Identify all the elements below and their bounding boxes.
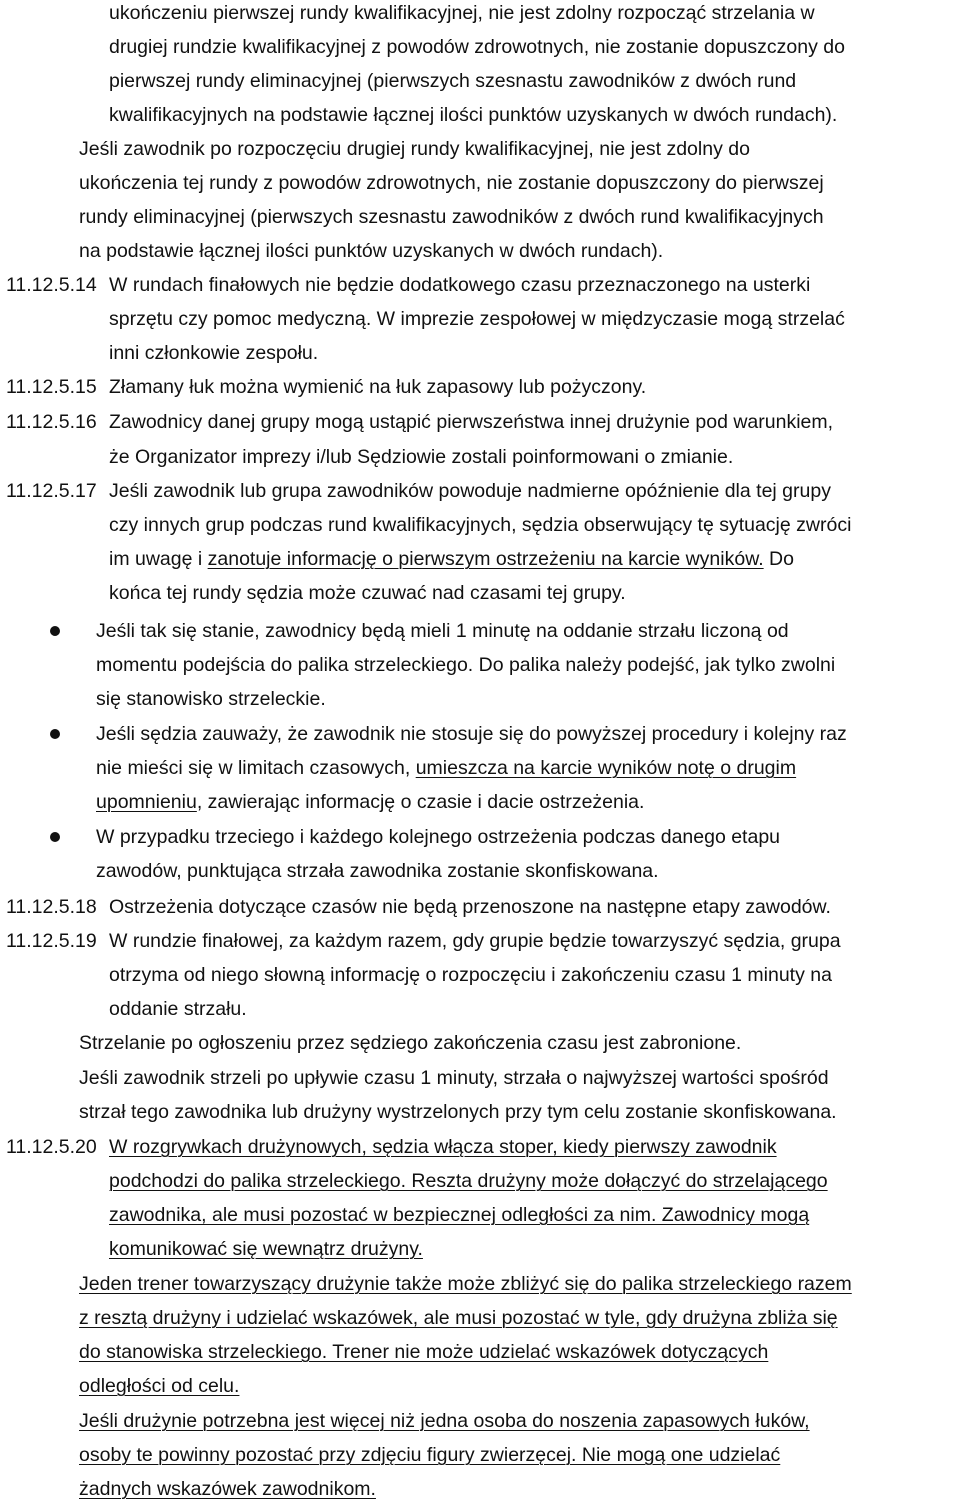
underlined-text: podchodzi do palika strzeleckiego. Reszta drużyny może dołączyć do strzelającego (109, 1170, 828, 1192)
text-line (79, 1438, 780, 1472)
text-line: końca tej rundy sędzia może czuwać nad czasami tej grupy. (109, 582, 626, 604)
text-segment: nie mieści się w limitach czasowych, (96, 757, 416, 779)
underlined-text: żadnych wskazówek zawodnikom. (79, 1478, 376, 1500)
text-segment: im uwagę i (109, 548, 208, 570)
rule-number: 11.12.5.20 (6, 1136, 97, 1158)
underlined-text: W rozgrywkach drużynowych, sędzia włącza stoper, kiedy pierwszy zawodnik (109, 1136, 777, 1158)
text-line: sprzętu czy pomoc medyczną. W imprezie zespołowej w międzyczasie mogą strzelać (109, 308, 845, 330)
text-line (109, 1232, 423, 1266)
text-line (109, 1164, 828, 1198)
text-segment: , zawierając informację o czasie i dacie ostrzeżenia. (196, 791, 645, 813)
text-line (79, 1267, 852, 1301)
text-line: rundy eliminacyjnej (pierwszych szesnastu zawodników z dwóch rund kwalifikacyjnych (79, 206, 824, 228)
underlined-text: osoby te powinny pozostać przy zdjęciu figury zwierzęcej. Nie mogą one udzielać (79, 1444, 781, 1466)
text-line (79, 1369, 239, 1403)
text-line: inni członkowie zespołu. (109, 342, 319, 364)
text-line (109, 1130, 777, 1164)
text-line: się stanowisko strzeleckie. (96, 688, 326, 710)
underlined-text: upomnieniu (96, 791, 197, 813)
rule-number: 11.12.5.18 (6, 896, 97, 918)
text-line (79, 1301, 838, 1335)
text-line (79, 1472, 376, 1506)
text-line: W rundach finałowych nie będzie dodatkowego czasu przeznaczonego na usterki (109, 274, 811, 296)
text-line: W przypadku trzeciego i każdego kolejnego ostrzeżenia podczas danego etapu (96, 826, 781, 848)
rule-number: 11.12.5.15 (6, 376, 97, 398)
text-line: że Organizator imprezy i/lub Sędziowie zostali poinformowani o zmianie. (109, 446, 734, 468)
underlined-text: Jeśli drużynie potrzebna jest więcej niż jedna osoba do noszenia zapasowych łuków, (79, 1410, 810, 1432)
rule-number: 11.12.5.17 (6, 480, 97, 502)
text-line: kwalifikacyjnych na podstawie łącznej ilości punktów uzyskanych w dwóch rundach). (109, 104, 838, 126)
rule-number: 11.12.5.19 (6, 930, 97, 952)
underlined-text: komunikować się wewnątrz drużyny. (109, 1238, 423, 1260)
text-line: momentu podejścia do palika strzeleckiego. Do palika należy podejść, jak tylko zwolni (96, 654, 836, 676)
rule-number: 11.12.5.14 (6, 274, 97, 296)
text-line: otrzyma od niego słowną informację o rozpoczęciu i zakończeniu czasu 1 minuty na (109, 964, 832, 986)
text-line (109, 1198, 809, 1232)
text-line: Jeśli sędzia zauważy, że zawodnik nie stosuje się do powyższej procedury i kolejny raz (96, 723, 847, 745)
text-line: ukończeniu pierwszej rundy kwalifikacyjnej, nie jest zdolny rozpocząć strzelania w (109, 2, 815, 24)
text-line (96, 785, 644, 819)
text-line: Zawodnicy danej grupy mogą ustąpić pierwszeństwa innej drużynie pod warunkiem, (109, 411, 834, 433)
underlined-text: umieszcza na karcie wyników notę o drugim (415, 757, 797, 779)
text-line: zawodów, punktująca strzała zawodnika zostanie skonfiskowana. (96, 860, 659, 882)
rule-number: 11.12.5.16 (6, 411, 97, 433)
text-line: Jeśli zawodnik lub grupa zawodników powoduje nadmierne opóźnienie dla tej grupy (109, 480, 831, 502)
text-line: pierwszej rundy eliminacyjnej (pierwszych szesnastu zawodników z dwóch rund (109, 70, 797, 92)
bullet-icon (50, 626, 60, 636)
text-line: Złamany łuk można wymienić na łuk zapasowy lub pożyczony. (109, 376, 647, 398)
text-line: czy innych grup podczas rund kwalifikacyjnych, sędzia obserwujący tę sytuację zwróci (109, 514, 852, 536)
text-line: Jeśli zawodnik po rozpoczęciu drugiej rundy kwalifikacyjnej, nie jest zdolny do (79, 138, 750, 160)
text-line: ukończenia tej rundy z powodów zdrowotnych, nie zostanie dopuszczony do pierwszej (79, 172, 824, 194)
text-segment: Do (763, 548, 794, 570)
text-line (79, 1404, 810, 1438)
bullet-icon (50, 832, 60, 842)
underlined-text: z resztą drużyny i udzielać wskazówek, ale musi pozostać w tyle, gdy drużyna zbliża się (79, 1307, 838, 1329)
text-line: strzał tego zawodnika lub drużyny wystrzelonych przy tym celu zostanie skonfiskowana. (79, 1101, 837, 1123)
text-line: oddanie strzału. (109, 998, 247, 1020)
text-line: na podstawie łącznej ilości punktów uzyskanych w dwóch rundach). (79, 240, 664, 262)
text-line (79, 1335, 768, 1369)
text-line (109, 542, 794, 576)
text-line: Jeśli zawodnik strzeli po upływie czasu 1 minuty, strzała o najwyższej wartości spośród (79, 1067, 829, 1089)
text-line (96, 751, 796, 785)
bullet-icon (50, 729, 60, 739)
underlined-text: Jeden trener towarzyszący drużynie także może zbliżyć się do palika strzeleckiego razem (79, 1273, 852, 1295)
text-line: Jeśli tak się stanie, zawodnicy będą mieli 1 minutę na oddanie strzału liczoną od (96, 620, 789, 642)
underlined-text: zanotuje informację o pierwszym ostrzeżeniu na karcie wyników. (207, 548, 764, 570)
text-line: Ostrzeżenia dotyczące czasów nie będą przenoszone na następne etapy zawodów. (109, 896, 831, 918)
text-line: drugiej rundzie kwalifikacyjnej z powodów zdrowotnych, nie zostanie dopuszczony do (109, 36, 845, 58)
underlined-text: odległości od celu. (79, 1375, 240, 1397)
text-line: Strzelanie po ogłoszeniu przez sędziego zakończenia czasu jest zabronione. (79, 1032, 742, 1054)
text-line: W rundzie finałowej, za każdym razem, gdy grupie będzie towarzyszyć sędzia, grupa (109, 930, 841, 952)
underlined-text: do stanowiska strzeleckiego. Trener nie może udzielać wskazówek dotyczących (79, 1341, 769, 1363)
underlined-text: zawodnika, ale musi pozostać w bezpiecznej odległości za nim. Zawodnicy mogą (109, 1204, 810, 1226)
